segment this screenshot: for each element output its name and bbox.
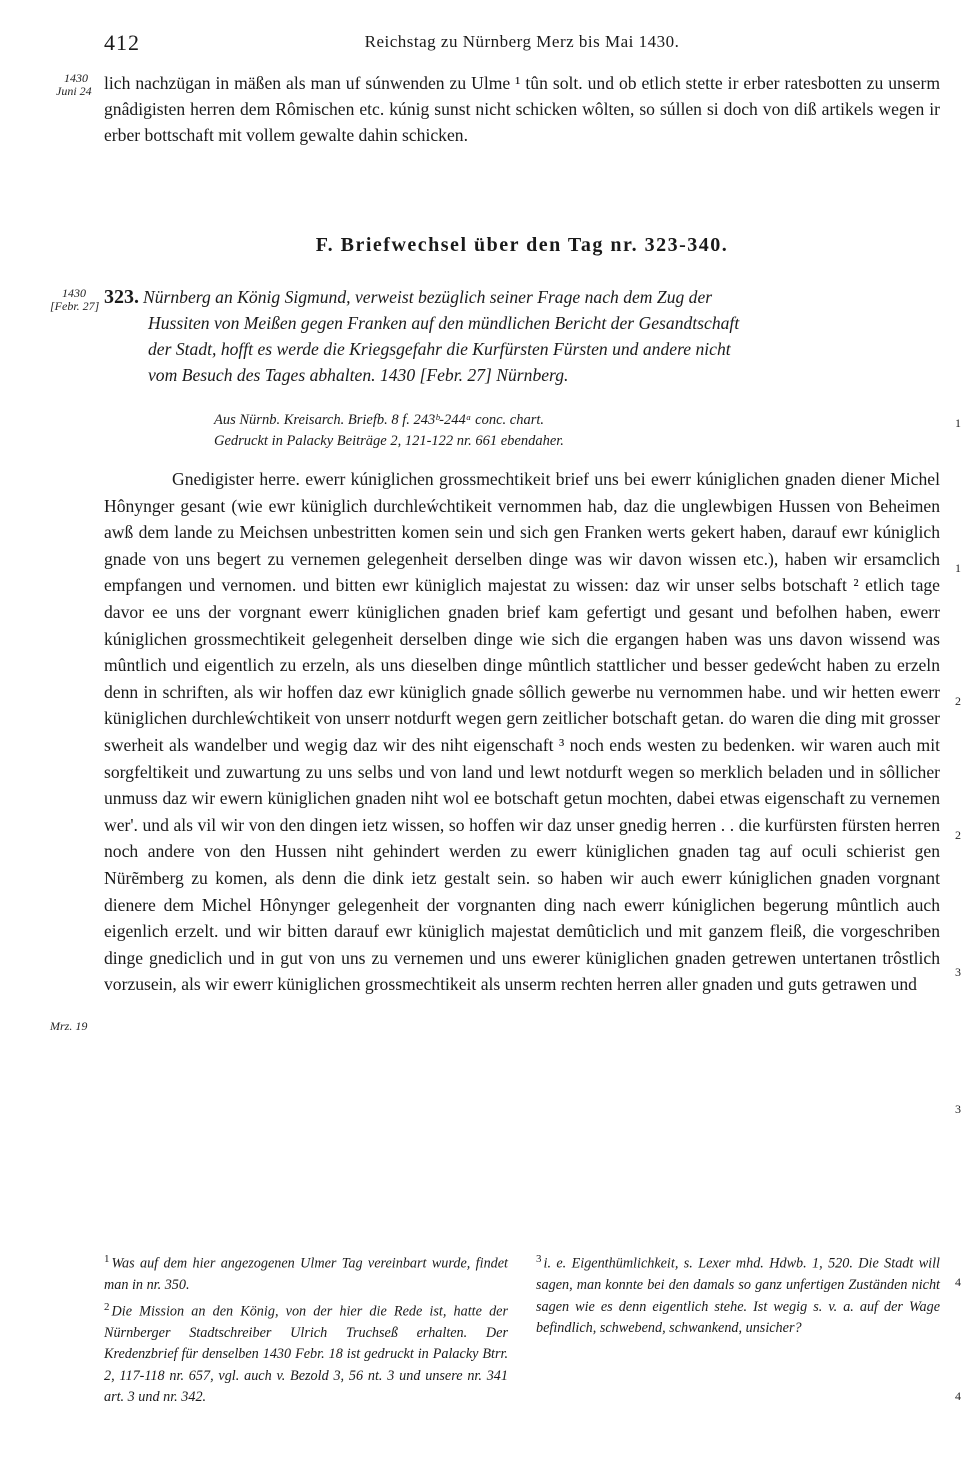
line-number: 4 xyxy=(955,1389,961,1403)
running-title: Reichstag zu Nürnberg Merz bis Mai 1430. xyxy=(364,32,680,51)
line-number: 2 xyxy=(955,828,961,842)
footnote-1-mark: 1 xyxy=(104,1253,110,1265)
margin-date-2-year: 1430 xyxy=(62,286,86,300)
footnotes-right xyxy=(536,1249,940,1340)
section-title: F. Briefwechsel über den Tag nr. 323-340. xyxy=(315,234,729,256)
entry-summary-line-3: der Stadt, hofft es werde die Kriegsgefahr die Kurfürsten Fürsten und andere nicht xyxy=(148,339,731,359)
page-number: 412 xyxy=(104,30,140,55)
line-number: 1 xyxy=(955,561,961,575)
footnotes-left xyxy=(104,1249,508,1409)
margin-date-2 xyxy=(50,287,110,313)
footnote-2 xyxy=(104,1297,508,1409)
running-header xyxy=(104,30,940,58)
entry-number: 323. xyxy=(104,286,139,308)
footnote-3 xyxy=(536,1249,940,1340)
margin-date-3: Mrz. 19 xyxy=(50,1019,88,1033)
footnote-1 xyxy=(104,1249,508,1297)
footnote-2-mark: 2 xyxy=(104,1300,110,1313)
line-number: 3 xyxy=(955,965,961,979)
footnote-1-text: Was auf dem hier angezogenen Ulmer Tag vereinbart wurde, findet man in nr. 350. xyxy=(104,1255,508,1294)
line-number: 1 xyxy=(955,416,961,430)
footnote-3-text: i. e. Eigenthümlichkeit, s. Lexer mhd. Hdwb. 1, 520. Die Stadt will sagen, man konnte bei den damals so ganz unfertigen Zuständen nicht sagen wie es denn eigentlich stehe. Ist wegig s. v. a. auf der Wage befindlich, schwebend, schwankend, unsicher? xyxy=(536,1255,940,1337)
source-archive: Aus Nürnb. Kreisarch. Briefb. 8 f. 243ᵇ-244ᵃ conc. chart. xyxy=(214,412,544,428)
line-number: 3 xyxy=(955,1102,961,1116)
continuation-paragraph: lich nachzügan in mäßen als man uf súnwenden zu Ulme ¹ tûn solt. und ob etlich stette ir erber ratesbotten zu unserm gnâdigisten herren dem Rômischen etc. kúnig sunst nicht schicken wôlten, so súllen si doch von diß artikels wegen ir erber bottschaft mit vollem gewalte dahin schicken. xyxy=(104,73,940,146)
letter-body: Gnedigister herre. ewerr kúniglichen grossmechtikeit brief uns bei ewerr kúniglichen gnaden diener Michel Hônynger gesant (wie ewr küniglich durchleẃchtikeit vernommen hab, daz die unglewbigen Hussen von Beheimen awß dem lande zu Meichsen unbestritten komen sein und sich gen Franken werts gekert haben, darauf ewr kúniglich gnade von uns begert zu vernemen gelegenheit derselben dinge was wir davon wissen etc.), haben wir ersamclich empfangen und vernomen. und bitten ewr küniglich majestat zu wissen: daz wir unser selbs botschaft ² etlich tage davor ee uns der vorgnant ewerr küniglichen gnaden brief kam gefertigt und gesant und befolhen haben, ewerr kúniglichen grossmechtikeit gelegenheit derselben dinge wie sich die ergangen haben was uns davon wissend was mûntlich und eigentlich zu erzeln, als uns dieselben dinge mûntlich stattlicher und besser gedeẃcht haben zu erzeln denn in schriften, als wir hoffen daz ewr küniglich gnade sôllich gewerbe nu vernommen habe. und wir hetten ewerr küniglichen durchleẃchtikeit von unserr notdurft wegen gern zeitlicher botschaft getan. do waren die ding mit grosser swerheit als wandelber und wegig daz wir des niht eigenschaft ³ noch ends westen zu bedenken. wir waren auch mit sorgfeltikeit und zuwartung zu uns selbs und von land und lewt notdurft wegen so merklich beladen und in sôllicher unmuss daz wir ewern küniglichen gnaden niht wol ee botschaft getun mochten, dabei etwas eigenschaft zu vernemen wer'. und als vil wir von den dingen ietz wissen, so hoffen wir daz unser gnedig herren . . die kurfürsten fürsten herren noch andere von den Hussen niht gehindert werden zu ewerr küniglichen gnaden tag auf oculi schierist gen Nürẽmberg zu komen, als denn die dink ietz gestalt sein. so haben wir auch ewerr kúniglichen gnaden vorgnant dienere dem Michel Hônynger gelegenheit der vorgnanten ding nach ewerr kúniglichen begerung mûntlich auch eigenlich erzelt. und wir bitten darauf ewr küniglich majestat demûticlich und mit ganzem fleiß, die vorgeschriben dinge gnediclich und in gut von uns zu vernemen und uns ewerer küniglichen gnaden getrewen untertanen trôstlich vorzusein, als wir ewerr küniglichen grossmechtikeit als unserm rechten herren aller gnaden und guts getrawen und xyxy=(104,469,940,995)
source-printed: Gedruckt in Palacky Beiträge 2, 121-122 nr. 661 ebendaher. xyxy=(214,433,564,449)
footnote-3-mark: 3 xyxy=(536,1253,542,1265)
entry-summary-line-2: Hussiten von Meißen gegen Franken auf den mündlichen Bericht der Gesandtschaft xyxy=(148,313,740,333)
margin-date-1-year: 1430 xyxy=(64,71,88,85)
entry-heading xyxy=(104,284,940,388)
margin-date-2-day: [Febr. 27] xyxy=(50,299,100,313)
entry-summary-line-1: Nürnberg an König Sigmund, verweist bezüglich seiner Frage nach dem Zug der xyxy=(143,287,713,307)
entry-summary-line-4: vom Besuch des Tages abhalten. 1430 [Febr. 27] Nürnberg. xyxy=(148,365,569,385)
footnote-2-text: Die Mission an den König, von der hier die Rede ist, hatte der Nürnberger Stadtschreiber Ulrich Truchseß erhalten. Der Kredenzbrief für denselben 1430 Febr. 18 ist gedruckt in Palacky Btrr. 2, 117-118 nr. 657, vgl. auch v. Bezold 3, 56 nt. 3 und unsere nr. 341 art. 3 und nr. 342. xyxy=(104,1303,508,1406)
line-number: 4 xyxy=(955,1275,961,1289)
margin-date-1-day: Juni 24 xyxy=(56,84,92,98)
line-number: 2 xyxy=(955,694,961,708)
